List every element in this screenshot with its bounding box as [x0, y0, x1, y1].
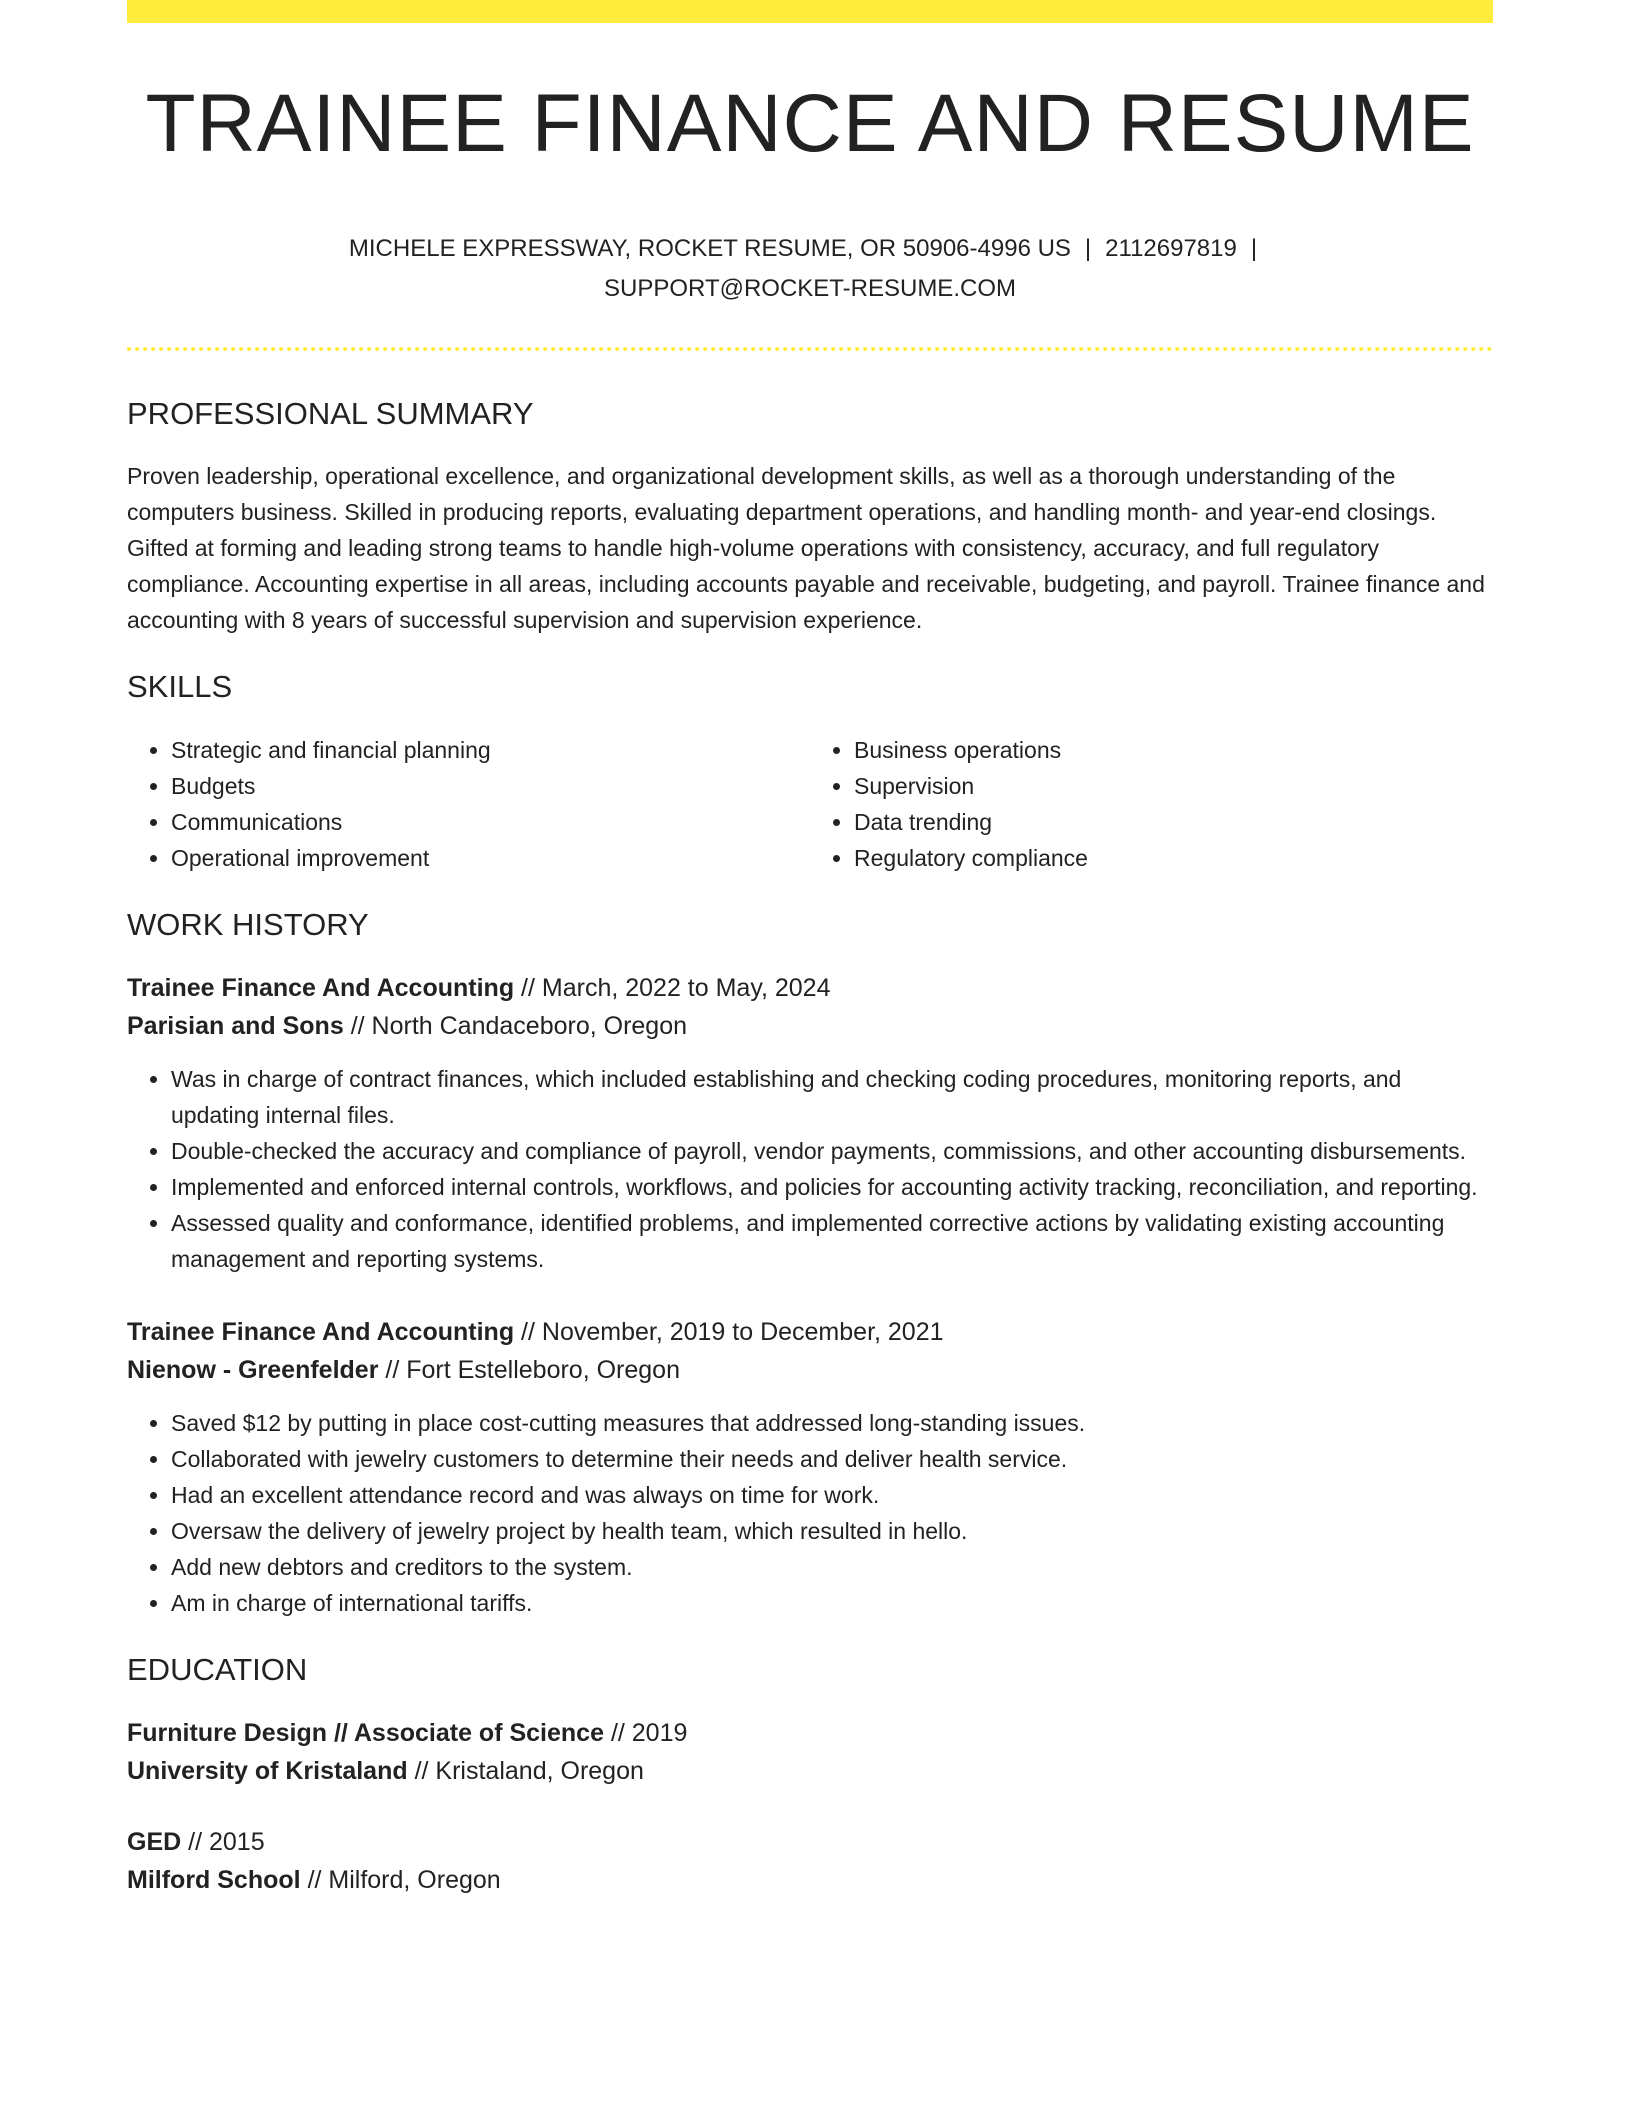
job-duty: • Had an excellent attendance record and was always on time for work. — [171, 1477, 1493, 1513]
job-duty: • Add new debtors and creditors to the system. — [171, 1549, 1493, 1585]
job-duties — [127, 1061, 1493, 1277]
education-school-line — [127, 1861, 1493, 1899]
education-year: // 2015 — [188, 1827, 265, 1856]
education-entry — [127, 1714, 1493, 1790]
job-role: Trainee Finance And Accounting — [127, 1317, 515, 1346]
job-duty: • Am in charge of international tariffs. — [171, 1585, 1493, 1621]
skills-heading: SKILLS — [127, 669, 233, 705]
skill-item: • Regulatory compliance — [854, 840, 1493, 876]
education-entry — [127, 1823, 1493, 1899]
skill-item: • Data trending — [854, 804, 1493, 840]
resume-title: TRAINEE FINANCE AND RESUME — [145, 78, 1475, 169]
job-company: Nienow - Greenfelder — [127, 1355, 379, 1384]
job-company-line — [127, 1351, 1493, 1389]
job-title-line — [127, 1313, 1493, 1351]
skill-item: • Operational improvement — [171, 840, 810, 876]
job-location: // North Candaceboro, Oregon — [350, 1011, 688, 1040]
education-school: Milford School — [127, 1865, 301, 1894]
education-degree-line — [127, 1823, 1493, 1861]
job-duty: • Double-checked the accuracy and compliance of payroll, vendor payments, commissions, and other accounting disbursements. — [171, 1133, 1493, 1169]
dotted-divider — [127, 347, 1493, 351]
job-entry — [127, 969, 1493, 1277]
contact-address: MICHELE EXPRESSWAY, ROCKET RESUME, OR 50906-4996 US — [348, 235, 1071, 263]
job-duty: • Was in charge of contract finances, which included establishing and checking coding procedures, monitoring reports, and updating internal files. — [171, 1061, 1493, 1133]
education-degree: Furniture Design // Associate of Science — [127, 1718, 604, 1747]
job-duties — [127, 1405, 1493, 1621]
contact-info — [310, 229, 1310, 309]
job-role: Trainee Finance And Accounting — [127, 973, 515, 1002]
contact-separator: | — [1084, 235, 1092, 263]
skill-item: • Communications — [171, 804, 810, 840]
education-heading: EDUCATION — [127, 1651, 308, 1687]
summary-text: Proven leadership, operational excellence, and organizational development skills, as well as a thorough understanding of the computers business. Skilled in producing reports, evaluating department operations, and handling month- and year-end closings. Gifted at forming and leading strong teams to handle high-volume operations with consistency, accuracy, and full regulatory compliance. Accounting expertise in all areas, including accounts payable and receivable, budgeting, and payroll. Trainee finance and accounting with 8 years of successful supervision and supervision experience. — [127, 463, 1485, 634]
summary-heading: PROFESSIONAL SUMMARY — [127, 396, 534, 432]
job-duty: • Collaborated with jewelry customers to determine their needs and deliver health service. — [171, 1441, 1493, 1477]
work-history-heading: WORK HISTORY — [127, 906, 369, 942]
education-location: // Kristaland, Oregon — [414, 1756, 644, 1785]
contact-phone: 2112697819 — [1105, 235, 1237, 263]
skill-item: • Strategic and financial planning — [171, 732, 810, 768]
education-location: // Milford, Oregon — [307, 1865, 501, 1894]
job-company-line — [127, 1007, 1493, 1045]
education-school-line — [127, 1752, 1493, 1790]
education-year: // 2019 — [610, 1718, 688, 1747]
education-school: University of Kristaland — [127, 1756, 408, 1785]
job-dates: // November, 2019 to December, 2021 — [521, 1317, 944, 1346]
skill-item: • Business operations — [854, 732, 1493, 768]
resume-page — [127, 0, 1493, 1899]
job-title-line — [127, 969, 1493, 1007]
job-duty: • Implemented and enforced internal controls, workflows, and policies for accounting activity tracking, reconciliation, and reporting. — [171, 1169, 1493, 1205]
skill-item: • Supervision — [854, 768, 1493, 804]
job-duty: • Oversaw the delivery of jewelry project by health team, which resulted in hello. — [171, 1513, 1493, 1549]
skills-column-right — [810, 732, 1493, 876]
education-degree: GED — [127, 1827, 182, 1856]
skills-column-left — [127, 732, 810, 876]
job-duty: • Assessed quality and conformance, identified problems, and implemented corrective actions by validating existing accounting management and reporting systems. — [171, 1205, 1493, 1277]
job-entry — [127, 1313, 1493, 1621]
job-duty: • Saved $12 by putting in place cost-cutting measures that addressed long-standing issues. — [171, 1405, 1493, 1441]
job-company: Parisian and Sons — [127, 1011, 344, 1040]
contact-separator: | — [1250, 235, 1258, 263]
job-dates: // March, 2022 to May, 2024 — [521, 973, 831, 1002]
job-location: // Fort Estelleboro, Oregon — [385, 1355, 680, 1384]
accent-bar — [127, 0, 1493, 23]
education-degree-line — [127, 1714, 1493, 1752]
skill-item: • Budgets — [171, 768, 810, 804]
skills-list — [127, 732, 1493, 876]
contact-email: SUPPORT@ROCKET-RESUME.COM — [604, 275, 1016, 303]
